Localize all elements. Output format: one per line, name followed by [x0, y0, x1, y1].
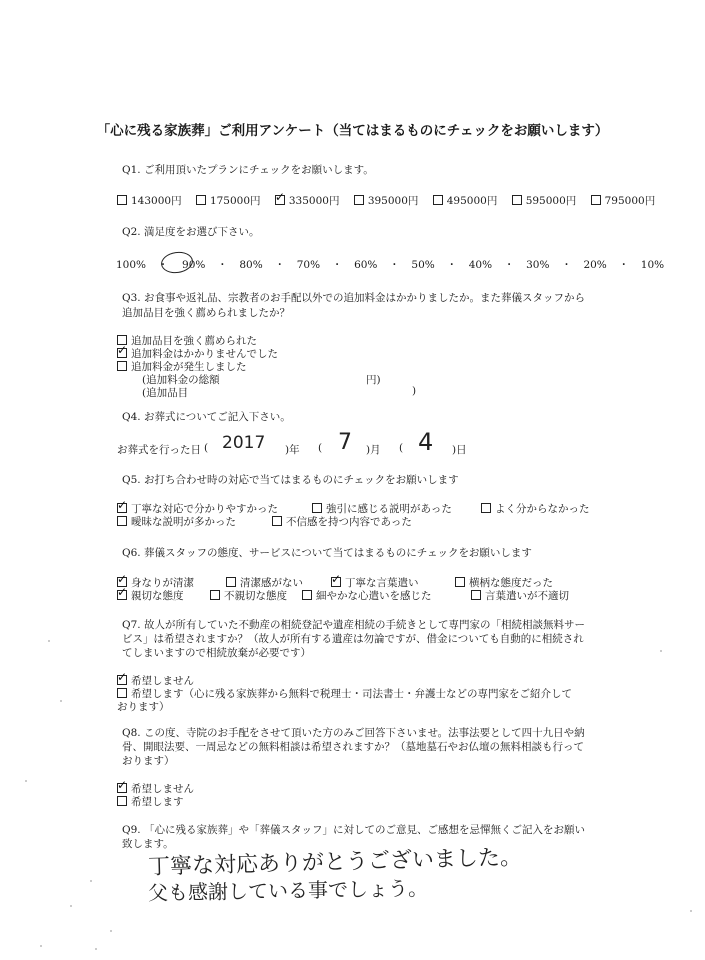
q3-option[interactable]: ✓追加料金はかかりませんでした	[117, 346, 278, 361]
q2-option[interactable]: 80%	[239, 259, 263, 271]
checkbox[interactable]	[117, 361, 127, 371]
paren-day: )日	[452, 444, 467, 456]
q2-label: Q2. 満足度をお選び下さい。	[122, 226, 260, 238]
checkbox-checked[interactable]	[275, 195, 285, 205]
q6-label: Q6. 葬儀スタッフの態度、サービスについて当てはまるものにチェックをお願いします	[122, 547, 532, 559]
checkbox[interactable]	[117, 195, 127, 205]
survey-title: 「心に残る家族葬」ご利用アンケート（当てはまるものにチェックをお願いします）	[96, 123, 609, 139]
q3-additional-total-label: (追加料金の総額	[142, 374, 220, 386]
q5-option[interactable]: ✓丁寧な対応で分かりやすかった	[117, 501, 278, 516]
q2-option[interactable]: 10%	[640, 259, 665, 271]
checkbox[interactable]	[117, 688, 127, 698]
q1-option[interactable]: 595000円	[512, 195, 577, 207]
day-handwritten: 4	[418, 428, 434, 456]
checkbox[interactable]	[117, 796, 127, 806]
q1-option[interactable]: 795000円	[591, 195, 656, 207]
q7-label-line3: てしまいますので相続放棄が必要です）	[122, 647, 311, 659]
q1-label: Q1. ご利用頂いたプランにチェックをお願いします。	[122, 164, 374, 176]
checkbox-checked[interactable]	[117, 348, 127, 358]
q9-label-line1: Q9. 「心に残る家族葬」や「葬儀スタッフ」に対してのご意見、ご感想を忌憚無くご記入をお願い	[122, 824, 585, 836]
q3-additional-items-label: (追加品目	[142, 387, 189, 399]
q1-option[interactable]: 175000円	[196, 195, 261, 207]
paren-year: )年	[285, 444, 300, 456]
q3-additional-items-close: )	[412, 385, 417, 397]
q7-option-continued: おります）	[117, 701, 170, 713]
q4-date-prefix: お葬式を行った日	[117, 444, 201, 456]
q2-option[interactable]: 50%	[411, 259, 435, 271]
selection-circle	[160, 250, 195, 275]
checkbox-checked[interactable]	[117, 590, 127, 600]
q8-label-line2: 骨、開眼法要、一周忌などの無料相談は希望されますか？（墓地墓石やお仏壇の無料相談も行って	[122, 741, 584, 753]
checkbox[interactable]	[591, 195, 601, 205]
q8-label-line1: Q8. この度、寺院のお手配をさせて頂いた方のみご回答下さいませ。法事法要として四十九日や納	[122, 727, 585, 739]
q8-label-line3: おります）	[122, 755, 175, 767]
q6-option[interactable]: 清潔感がない	[226, 575, 303, 590]
checkbox[interactable]	[196, 195, 206, 205]
q5-option[interactable]: 強引に感じる説明があった	[312, 501, 452, 516]
q6-option[interactable]: ✓親切な態度	[117, 588, 184, 603]
q8-option[interactable]: 希望します	[117, 794, 184, 809]
paren-month: )月	[366, 444, 381, 456]
q2-option[interactable]: 30%	[526, 259, 550, 271]
q5-option[interactable]: よく分からなかった	[481, 501, 590, 516]
checkbox[interactable]	[117, 516, 127, 526]
q6-option[interactable]: 不親切な態度	[210, 588, 287, 603]
q6-option[interactable]: 細やかな心遣いを感じた	[302, 588, 432, 603]
q1-option[interactable]: 143000円	[117, 195, 182, 207]
q8-option[interactable]: ✓希望しません	[117, 781, 194, 796]
q6-option[interactable]: ✓身なりが清潔	[117, 575, 194, 590]
q2-option-selected[interactable]: 90%	[182, 259, 206, 271]
q3-label-line2: 追加品目を強く薦められましたか？	[122, 307, 290, 319]
checkbox-checked[interactable]	[117, 675, 127, 685]
q6-option[interactable]: 言葉遣いが不適切	[471, 588, 569, 603]
q6-option[interactable]: ✓ 丁寧な言葉遣い	[331, 575, 419, 590]
checkbox[interactable]	[302, 590, 312, 600]
q3-label-line1: Q3. お食事や返礼品、宗教者のお手配以外での追加料金はかかりましたか。また葬儀スタッフから	[122, 292, 585, 304]
q2-option[interactable]: 20%	[583, 259, 607, 271]
q5-option[interactable]: 不信感を持つ内容であった	[272, 514, 412, 529]
checkbox-checked[interactable]	[331, 577, 341, 587]
q7-label-line1: Q7. 故人が所有していた不動産の相続登記や遺産相続の手続きとして専門家の「相続相談無料サー	[122, 619, 585, 631]
q5-label: Q5. お打ち合わせ時の対応で当てはまるものにチェックをお願いします	[122, 474, 459, 486]
checkbox[interactable]	[354, 195, 364, 205]
checkbox[interactable]	[481, 503, 491, 513]
paren: (	[204, 442, 209, 454]
checkbox-checked[interactable]	[117, 783, 127, 793]
q9-handwritten-answer-line1: 丁寧な対応ありがとうございました。	[147, 845, 523, 880]
q7-label-line2: ビス」は希望されますか？（故人が所有する遺産は勿論ですが、借金についても自動的に相続され	[122, 633, 584, 645]
checkbox[interactable]	[512, 195, 522, 205]
q7-option[interactable]: 希望します（心に残る家族葬から無料で税理士・司法書士・弁護士などの専門家をご紹介して	[117, 686, 572, 701]
checkbox[interactable]	[455, 577, 465, 587]
q2-option[interactable]: 100%	[116, 259, 147, 271]
q7-option[interactable]: ✓希望しません	[117, 673, 194, 688]
paren: (	[318, 442, 323, 454]
q1-option[interactable]: ✓ 335000円	[275, 195, 340, 207]
q2-option[interactable]: 40%	[468, 259, 493, 271]
checkbox[interactable]	[226, 577, 236, 587]
checkbox-checked[interactable]	[117, 503, 127, 513]
q3-option[interactable]: 追加料金が発生しました	[117, 359, 247, 374]
q2-option[interactable]: 70%	[296, 259, 321, 271]
q1-option[interactable]: 495000円	[433, 195, 498, 207]
checkbox[interactable]	[433, 195, 443, 205]
month-handwritten: 7	[338, 430, 352, 455]
q3-option[interactable]: 追加品目を強く薦められた	[117, 333, 257, 348]
q9-handwritten-answer-line2: 父も感謝している事でしょう。	[147, 876, 429, 905]
q1-option[interactable]: 395000円	[354, 195, 419, 207]
q2-option[interactable]: 60%	[354, 259, 378, 271]
q4-label: Q4. お葬式についてご記入下さい。	[122, 411, 291, 423]
checkbox[interactable]	[312, 503, 322, 513]
checkbox[interactable]	[210, 590, 220, 600]
q2-options: 100% ・ 90% ・ 80% ・ 70% ・ 60% ・ 50% ・ 40% ・ 30% ・ 20% ・ 10%	[116, 259, 665, 271]
checkbox[interactable]	[471, 590, 481, 600]
year-handwritten: 2017	[222, 433, 266, 453]
q1-options	[117, 193, 655, 208]
checkbox[interactable]	[272, 516, 282, 526]
q6-option[interactable]: 横柄な態度だった	[455, 575, 553, 590]
paren: (	[399, 442, 404, 454]
q3-additional-total-unit: 円)	[366, 374, 381, 386]
q9-label-line2: 致します。	[122, 838, 174, 850]
q5-option[interactable]: 曖昧な説明が多かった	[117, 514, 236, 529]
